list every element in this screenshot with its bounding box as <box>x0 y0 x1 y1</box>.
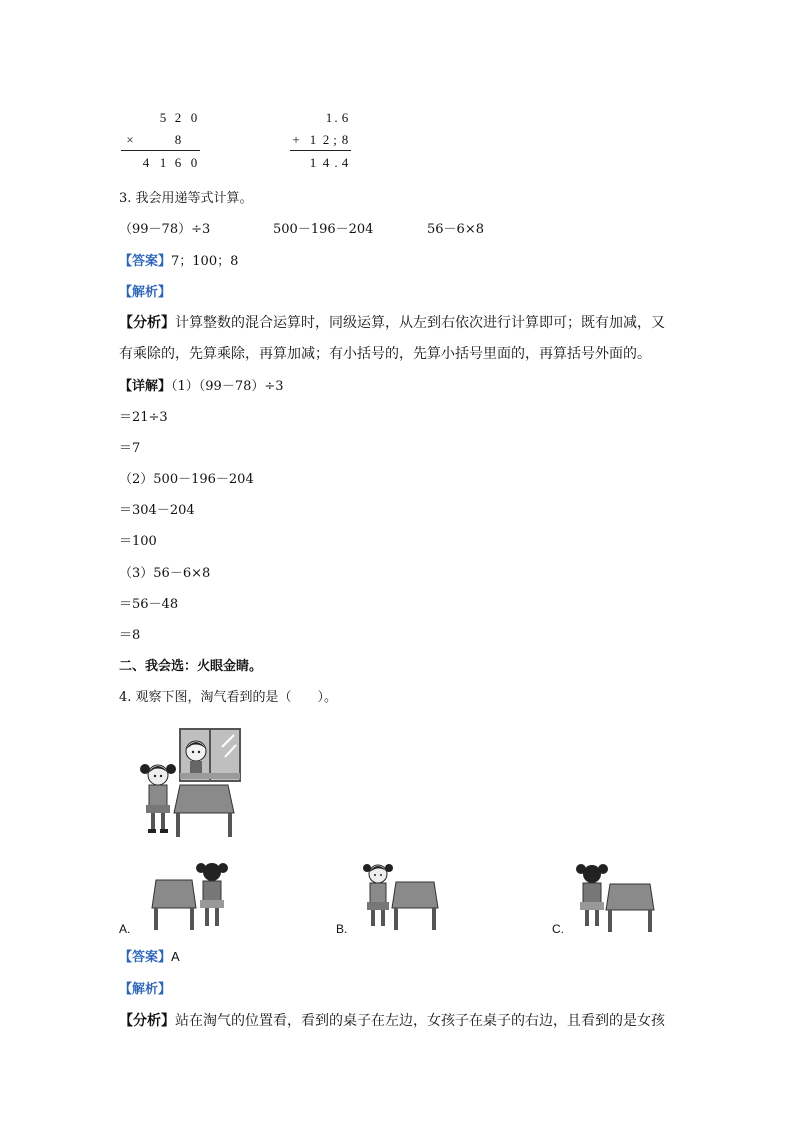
answer-line-q4 <box>119 946 180 965</box>
step-line: ＝21÷3 <box>119 410 168 425</box>
digit: 4 <box>322 155 330 170</box>
table <box>174 785 234 837</box>
fenxi-tag: 【分析】 <box>119 315 175 331</box>
analysis-tag: 【解析】 <box>119 285 172 300</box>
step-line: ＝56－48 <box>119 597 179 612</box>
option-c-label[interactable]: C. <box>552 922 564 936</box>
analysis-line-1 <box>119 312 665 332</box>
detail-line-1 <box>119 375 284 394</box>
detail-line-2: （2）500－196－204 <box>119 472 254 487</box>
operator: + <box>292 132 300 147</box>
analysis-line-q4 <box>119 1010 665 1030</box>
digit: 0 <box>190 110 198 125</box>
option-c-illustration <box>576 858 656 933</box>
step-line: ＝100 <box>119 534 157 549</box>
analysis-tag: 【解析】 <box>119 982 172 997</box>
detail-tag: 【详解】 <box>119 379 172 394</box>
step-line: ＝7 <box>119 441 141 456</box>
expression-3: 56－6×8 <box>427 222 484 237</box>
detail-text: （1）（99－78）÷3 <box>171 379 284 394</box>
calc-rule <box>121 150 200 151</box>
expression-1: （99－78）÷3 <box>119 222 211 237</box>
question-4-title: 4. 观察下图，淘气看到的是（ ）。 <box>119 690 338 705</box>
digit: 1 <box>159 155 167 170</box>
analysis-line-2: 有乘除的，先算乘除，再算加减；有小括号的，先算小括号里面的，再算括号外面的。 <box>119 346 651 362</box>
answer-line <box>119 250 238 269</box>
digit: . <box>334 110 338 125</box>
digit: 1 <box>309 132 317 147</box>
option-b-illustration <box>362 858 442 933</box>
digit: 1 <box>325 110 333 125</box>
digit: . <box>334 155 338 170</box>
question-3-title: 3. 我会用递等式计算。 <box>119 191 253 206</box>
digit: 6 <box>341 110 349 125</box>
fenxi-tag: 【分析】 <box>119 1013 175 1029</box>
digit: 8 <box>341 132 349 147</box>
digit: 0 <box>190 155 198 170</box>
digit: 2 <box>322 132 330 147</box>
fenxi-text: 计算整数的混合运算时，同级运算，从左到右依次进行计算即可；既有加减，又 <box>175 315 665 331</box>
step-line: ＝304－204 <box>119 503 195 518</box>
step-line: ＝8 <box>119 628 141 643</box>
answer-text: A <box>171 949 180 964</box>
digit: 4 <box>341 155 349 170</box>
detail-line-3: （3）56－6×8 <box>119 566 211 581</box>
digit: 2 <box>174 110 182 125</box>
option-b-label[interactable]: B. <box>336 922 348 936</box>
digit: ; <box>333 132 337 147</box>
option-a-label[interactable]: A. <box>119 922 131 936</box>
option-a-illustration <box>150 858 230 933</box>
answer-text: 7；100；8 <box>171 254 239 269</box>
main-scene-illustration <box>130 725 250 845</box>
digit: 1 <box>309 155 317 170</box>
digit: 6 <box>174 155 182 170</box>
expression-2: 500－196－204 <box>273 222 374 237</box>
calc-rule <box>290 150 351 151</box>
digit: 4 <box>142 155 150 170</box>
answer-tag: 【答案】 <box>119 950 172 965</box>
operator: × <box>126 132 134 147</box>
girl-figure <box>140 764 176 833</box>
section-2-title: 二、我会选：火眼金睛。 <box>119 659 263 674</box>
window-with-boy <box>180 729 240 781</box>
fenxi-text: 站在淘气的位置看，看到的桌子在左边，女孩子在桌子的右边，且看到的是女孩 <box>175 1013 665 1029</box>
digit: 5 <box>159 110 167 125</box>
answer-tag: 【答案】 <box>119 254 172 269</box>
digit: 8 <box>174 132 182 147</box>
